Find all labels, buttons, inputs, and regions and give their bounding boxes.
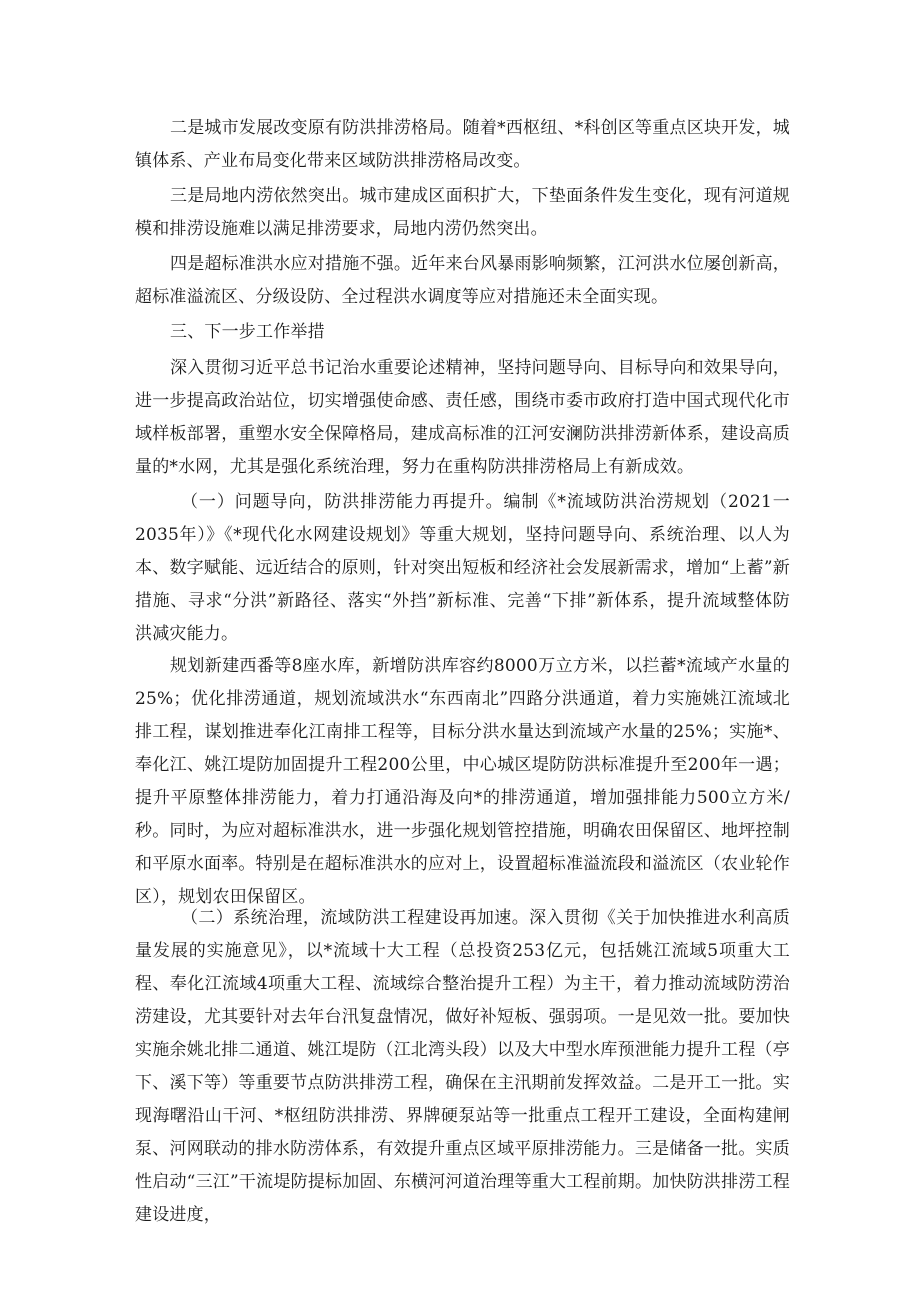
paragraph-local-waterlogging: 三是局地内涝依然突出。城市建成区面积扩大，下垫面条件发生变化，现有河道规模和排涝设施难以满足排涝要求，局地内涝仍然突出。 (135, 186, 790, 239)
paragraph-planning-measures: 规划新建西番等8座水库，新增防洪库容约8000万立方米，以拦蓄*流域产水量的25%；优化排涝通道，规划流域洪水“东西南北”四路分洪通道，着力实施姚江流域北排工程，谋划推进奉化江南排工程等，目标分洪水量达到流域产水量的25%；实施*、奉化江、姚江堤防加固提升工程200公里，中心城区堤防防洪标准提升至200年一遇；提升平原整体排涝能力，着力打通沿海及向*的排涝通道，增加强排能力500立方米/秒。同时，为应对超标准洪水，进一步强化规划管控措施，明确农田保留区、地坪控制和平原水面率。特别是在超标准洪水的应对上，设置超标准溢流段和溢流区（农业轮作区），规划农田保留区。 (135, 656, 790, 907)
section-heading-next-steps: 三、下一步工作举措 (170, 322, 325, 342)
paragraph-urban-development: 二是城市发展改变原有防洪排涝格局。随着*西枢纽、*科创区等重点区块开发，城镇体系、产业布局变化带来区域防洪排涝格局改变。 (135, 118, 790, 171)
paragraph-problem-oriented: （一）问题导向，防洪排涝能力再提升。编制《*流域防洪治涝规划（2021一2035年）》《*现代化水网建设规划》等重大规划，坚持问题导向、系统治理、以人为本、数字赋能、远近结合的原则，针对突出短板和经济社会发展新需求，增加“上蓄”新措施、寻求“分洪”新路径、落实“外挡”新标准、完善“下排”新体系，提升流域整体防洪减灾能力。 (135, 492, 790, 644)
paragraph-extreme-flood: 四是超标准洪水应对措施不强。近年来台风暴雨影响频繁，江河洪水位屡创新高，超标准溢流区、分级设防、全过程洪水调度等应对措施还未全面实现。 (135, 254, 790, 307)
paragraph-systematic-governance: （二）系统治理，流域防洪工程建设再加速。深入贯彻《关于加快推进水利高质量发展的实施意见》，以*流域十大工程（总投资253亿元，包括姚江流域5项重大工程、奉化江流域4项重大工程、流域综合整治提升工程）为主干，着力推动流域防涝治涝建设，尤其要针对去年台汛复盘情况，做好补短板、强弱项。一是见效一批。要加快实施余姚北排二通道、姚江堤防（江北湾头段）以及大中型水库预泄能力提升工程（亭下、溪下等）等重要节点防洪排涝工程，确保在主汛期前发挥效益。二是开工一批。实现海曙沿山干河、*枢纽防洪排涝、界牌硬泵站等一批重点工程开工建设，全面构建闸泵、河网联动的排水防涝体系，有效提升重点区域平原排涝能力。三是储备一批。实质性启动“三江”干流堤防提标加固、东横河河道治理等重大工程前期。加快防洪排涝工程建设进度， (135, 908, 790, 1225)
paragraph-overall-approach: 深入贯彻习近平总书记治水重要论述精神，坚持问题导向、目标导向和效果导向，进一步提高政治站位，切实增强使命感、责任感，围绕市委市政府打造中国式现代化市域样板部署，重塑水安全保障格局，建成高标准的江河安澜防洪排涝新体系，建设高质量的*水网，尤其是强化系统治理，努力在重构防洪排涝格局上有新成效。 (135, 358, 790, 477)
